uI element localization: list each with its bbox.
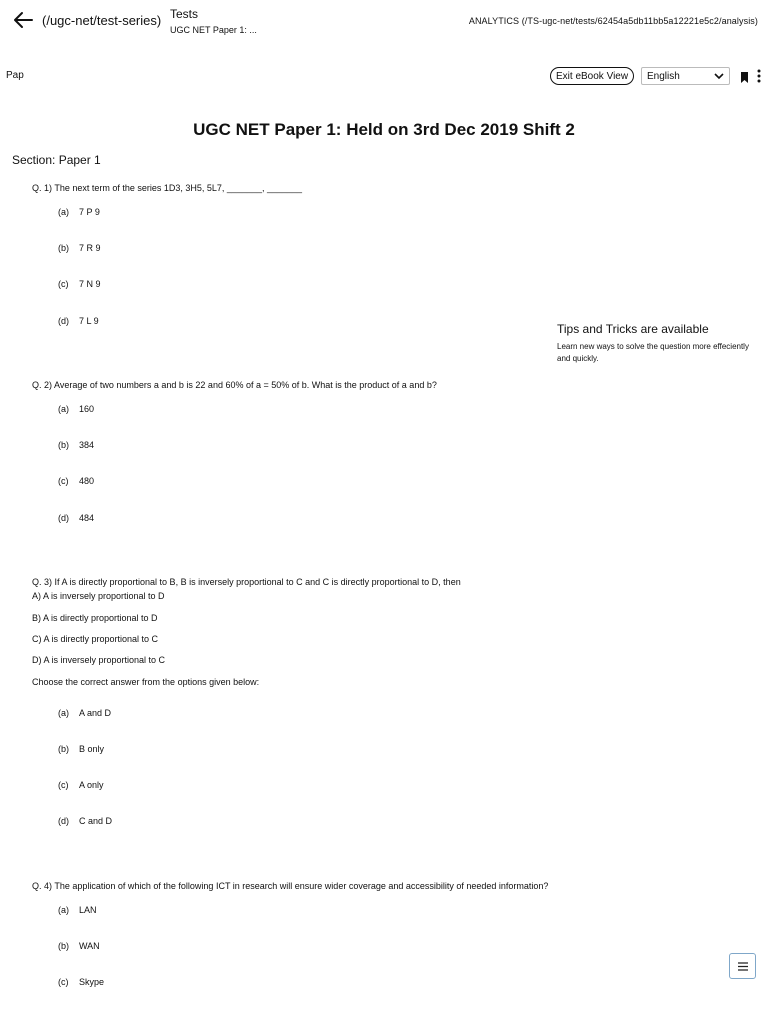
option-value: 7 N 9 [79, 279, 101, 289]
question-3-instruction: Choose the correct answer from the options given below: [32, 677, 260, 687]
hamburger-menu-icon [738, 962, 748, 971]
question-3-statement: C) A is directly proportional to C [32, 634, 159, 644]
option-key: (d) [58, 816, 69, 826]
option-value: 7 P 9 [79, 207, 100, 217]
question-3-option-c[interactable] [58, 780, 104, 790]
option-key: (b) [58, 941, 69, 951]
option-value: A and D [79, 708, 112, 718]
question-2-option-c[interactable] [58, 476, 94, 486]
back-arrow-icon[interactable] [12, 10, 34, 30]
top-bar [0, 0, 768, 44]
page-header-title: Tests [170, 7, 199, 21]
option-key: (a) [58, 905, 69, 915]
option-key: (c) [58, 476, 69, 486]
option-value: LAN [79, 905, 97, 915]
tips-title: Tips and Tricks are available [557, 322, 709, 336]
option-key: (b) [58, 243, 69, 253]
option-key: (a) [58, 708, 69, 718]
option-key: (b) [58, 440, 69, 450]
ebook-toolbar [0, 66, 768, 88]
menu-button[interactable] [729, 953, 756, 979]
option-key: (a) [58, 404, 69, 414]
section-label: Section: Paper 1 [12, 153, 101, 167]
question-2-option-a[interactable] [58, 404, 94, 414]
question-3-option-d[interactable] [58, 816, 112, 826]
option-value: 160 [79, 404, 95, 414]
option-key: (c) [58, 977, 69, 987]
test-series-link[interactable]: (/ugc-net/test-series) [42, 13, 162, 28]
option-value: Skype [79, 977, 105, 987]
analytics-link[interactable]: ANALYTICS (/TS-ugc-net/tests/62454a5db11bb5a12221e5c2/analysis) [468, 16, 758, 26]
page-title: UGC NET Paper 1: Held on 3rd Dec 2019 Shift 2 [193, 120, 575, 139]
question-1-option-a[interactable] [58, 207, 100, 217]
question-2-text: Q. 2) Average of two numbers a and b is 22 and 60% of a = 50% of b. What is the product of a and b? [32, 380, 437, 390]
option-key: (c) [58, 780, 69, 790]
option-value: A only [79, 780, 104, 790]
question-4-option-c[interactable] [58, 977, 104, 987]
option-value: WAN [79, 941, 100, 951]
question-1-option-c[interactable] [58, 279, 101, 289]
language-select[interactable] [641, 67, 730, 85]
question-1-option-d[interactable] [58, 316, 99, 326]
option-key: (b) [58, 744, 69, 754]
option-value: C and D [79, 816, 113, 826]
option-value: 7 R 9 [79, 243, 101, 253]
question-2-option-d[interactable] [58, 513, 94, 523]
question-2-option-b[interactable] [58, 440, 94, 450]
option-value: 384 [79, 440, 95, 450]
option-key: (d) [58, 513, 69, 523]
page-header-subtitle: UGC NET Paper 1: ... [170, 25, 257, 35]
option-value: 7 L 9 [79, 316, 99, 326]
more-vertical-icon[interactable] [757, 69, 761, 83]
exit-ebook-view-button[interactable]: Exit eBook View [550, 67, 634, 85]
question-3-text: Q. 3) If A is directly proportional to B, B is inversely proportional to C and C is directly proportional to D, then [32, 577, 461, 587]
language-selected-value: English [647, 71, 680, 82]
question-3-statement: A) A is inversely proportional to D [32, 591, 165, 601]
question-3-statement: B) A is directly proportional to D [32, 613, 158, 623]
bookmark-icon[interactable] [740, 70, 749, 81]
chevron-down-icon [714, 72, 724, 80]
question-4-option-a[interactable] [58, 905, 97, 915]
question-4-text: Q. 4) The application of which of the following ICT in research will ensure wider coverage and accessibility of needed information? [32, 881, 549, 891]
question-3-statement: D) A is inversely proportional to C [32, 655, 166, 665]
question-1-text: Q. 1) The next term of the series 1D3, 3H5, 5L7, _______, _______ [32, 183, 303, 193]
option-value: 480 [79, 476, 95, 486]
question-3-option-a[interactable] [58, 708, 111, 718]
option-value: 484 [79, 513, 95, 523]
paper-label: Pap [6, 70, 24, 81]
option-value: B only [79, 744, 105, 754]
option-key: (c) [58, 279, 69, 289]
tips-description: Learn new ways to solve the question more effeciently and quickly. [557, 342, 749, 363]
question-4-option-b[interactable] [58, 941, 100, 951]
question-1-option-b[interactable] [58, 243, 101, 253]
option-key: (d) [58, 316, 69, 326]
option-key: (a) [58, 207, 69, 217]
question-3-option-b[interactable] [58, 744, 104, 754]
